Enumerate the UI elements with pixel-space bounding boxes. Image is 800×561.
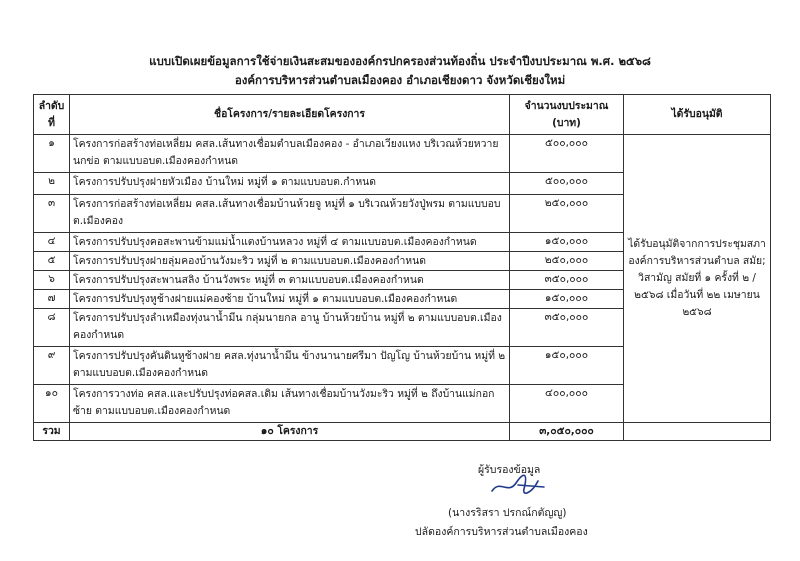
row-amount: ๑๕๐,๐๐๐ xyxy=(510,347,624,385)
row-amount: ๑๕๐,๐๐๐ xyxy=(510,233,624,252)
total-count: ๑๐ โครงการ xyxy=(70,423,510,441)
row-no: ๒ xyxy=(34,173,70,195)
row-project: โครงการวางท่อ คสล.และปรับปรุงท่อคสล.เดิม เส้นทางเชื่อมบ้านวังมะริว หมู่ที่ ๒ ถึงบ้านแม่กอกซ้าย ตามแบบอบต.เมืองคองกำหนด xyxy=(70,385,510,423)
col-header-budget-label: จำนวนงบประมาณ xyxy=(524,99,609,112)
row-no: ๑๐ xyxy=(34,385,70,423)
row-project: โครงการปรับปรุงคอสะพานข้ามแม่น้ำแตงบ้านหลวง หมู่ที่ ๔ ตามแบบอบต.เมืองคองกำหนด xyxy=(70,233,510,252)
total-amount: ๓,๐๕๐,๐๐๐ xyxy=(510,423,624,441)
signer-position: ปลัดองค์การบริหารส่วนตำบลเมืองคอง xyxy=(415,526,588,538)
row-project: โครงการก่อสร้างท่อเหลี่ยม คสล.เส้นทางเชื่อมบ้านห้วยจู หมู่ที่ ๑ บริเวณห้วยวังปู่พรม ตามแบบอบต.เมืองคอง xyxy=(70,195,510,233)
budget-table xyxy=(33,94,771,441)
row-no: ๘ xyxy=(34,309,70,347)
row-amount: ๒๕๐,๐๐๐ xyxy=(510,195,624,233)
signature-mark xyxy=(488,469,548,501)
col-header-project: ชื่อโครงการ/รายละเอียดโครงการ xyxy=(70,95,510,135)
row-no: ๙ xyxy=(34,347,70,385)
row-amount: ๕๐๐,๐๐๐ xyxy=(510,135,624,173)
row-amount: ๑๕๐,๐๐๐ xyxy=(510,290,624,309)
row-amount: ๒๕๐,๐๐๐ xyxy=(510,252,624,271)
col-header-budget-unit: (บาท) xyxy=(552,116,581,129)
row-project: โครงการปรับปรุงฝายลุ่มคองบ้านวังมะริว หมู่ที่ ๒ ตามแบบอบต.เมืองคองกำหนด xyxy=(70,252,510,271)
col-header-budget xyxy=(510,95,624,135)
total-approval-empty xyxy=(624,423,771,441)
row-project: โครงการปรับปรุงหูช้างฝายแม่คองซ้าย บ้านใหม่ หมู่ที่ ๑ ตามแบบอบต.เมืองคองกำหนด xyxy=(70,290,510,309)
row-no: ๓ xyxy=(34,195,70,233)
total-row xyxy=(34,423,771,441)
row-amount: ๔๐๐,๐๐๐ xyxy=(510,385,624,423)
signature-label: ผู้รับรองข้อมูล xyxy=(478,464,541,476)
row-amount: ๕๐๐,๐๐๐ xyxy=(510,173,624,195)
row-no: ๕ xyxy=(34,252,70,271)
approval-cell: ได้รับอนุมัติจากการประชุมสภาองค์การบริหารส่วนตำบล สมัย; วิสามัญ สมัยที่ ๑ ครั้งที่ ๒ /๒๕๖๘ เมื่อวันที่ ๒๒ เมษายน ๒๕๖๘ xyxy=(624,135,771,423)
row-amount: ๓๕๐,๐๐๐ xyxy=(510,271,624,290)
row-amount: ๓๕๐,๐๐๐ xyxy=(510,309,624,347)
document-title: แบบเปิดเผยข้อมูลการใช้จ่ายเงินสะสมขององค์กรปกครองส่วนท้องถิ่น ประจำปีงบประมาณ พ.ศ. ๒๕๖๘ xyxy=(149,54,651,68)
signer-name: (นางรริสรา ปรกณ์กตัญญู) xyxy=(448,507,567,519)
row-no: ๔ xyxy=(34,233,70,252)
row-project: โครงการก่อสร้างท่อเหลี่ยม คสล.เส้นทางเชื่อมตำบลเมืองคอง - อำเภอเวียงแหง บริเวณห้วยหวายนกข่อ ตามแบบอบต.เมืองคองกำหนด xyxy=(70,135,510,173)
col-header-no: ลำดับที่ xyxy=(34,95,70,135)
total-label: รวม xyxy=(34,423,70,441)
row-project: โครงการปรับปรุงคันดินหูช้างฝาย คสล.ทุ่งนาน้ำมีน ข้างนานายศรีมา ปัญโญ บ้านห้วยบ้าน หมู่ที่ ๒ ตามแบบอบต.เมืองคองกำหนด xyxy=(70,347,510,385)
row-no: ๖ xyxy=(34,271,70,290)
row-project: โครงการปรับปรุงสะพานสลิง บ้านวังพระ หมู่ที่ ๓ ตามแบบอบต.เมืองคองกำหนด xyxy=(70,271,510,290)
table-row xyxy=(34,135,771,173)
row-project: โครงการปรับปรุงลำเหมืองทุ่งนาน้ำมีน กลุ่มนายกล อานู บ้านห้วยบ้าน หมู่ที่ ๒ ตามแบบอบต.เมืองคองกำหนด xyxy=(70,309,510,347)
col-header-approval: ได้รับอนุมัติ xyxy=(624,95,771,135)
row-no: ๗ xyxy=(34,290,70,309)
row-no: ๑ xyxy=(34,135,70,173)
document-subtitle: องค์การบริหารส่วนตำบลเมืองคอง อำเภอเชียงดาว จังหวัดเชียงใหม่ xyxy=(234,73,566,87)
row-project: โครงการปรับปรุงฝายหัวเมือง บ้านใหม่ หมู่ที่ ๑ ตามแบบอบต.กำหนด xyxy=(70,173,510,195)
